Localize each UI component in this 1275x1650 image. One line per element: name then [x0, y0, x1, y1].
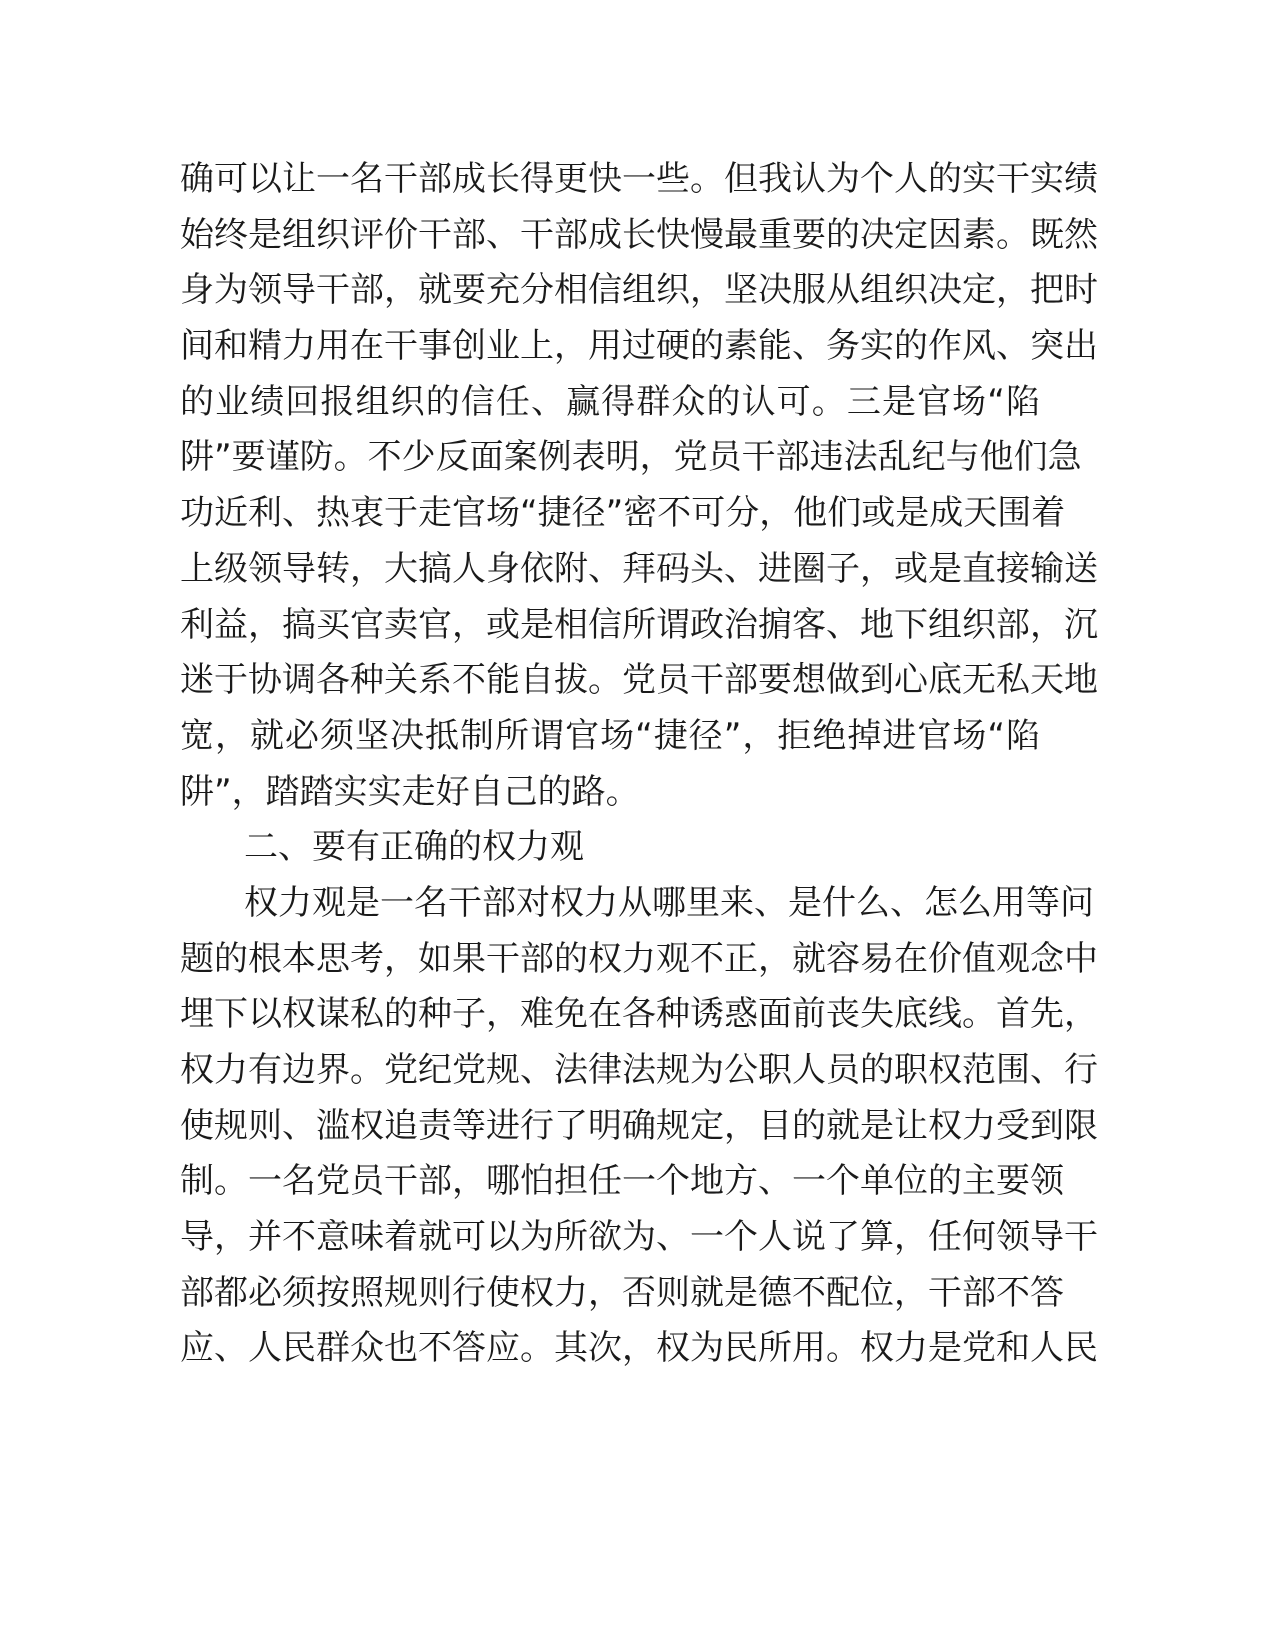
text-line: 使规则、滥权追责等进行了明确规定，目的就是让权力受到限: [180, 1105, 1098, 1146]
text-line: 部都必须按照规则行使权力，否则就是德不配位，干部不答: [180, 1272, 1064, 1313]
text-line: 始终是组织评价干部、干部成长快慢最重要的决定因素。既然: [180, 214, 1098, 255]
text-line: 上级领导转，大搞人身依附、拜码头、进圈子，或是直接输送: [180, 548, 1098, 589]
text-line: 迷于协调各种关系不能自拔。党员干部要想做到心底无私天地: [180, 660, 1098, 701]
text-line: 题的根本思考，如果干部的权力观不正，就容易在价值观念中: [180, 938, 1098, 979]
text-line: 的业绩回报组织的信任、赢得群众的认可。三是官场“陷: [180, 381, 1040, 422]
text-line: 制。一名党员干部，哪怕担任一个地方、一个单位的主要领: [180, 1161, 1064, 1202]
text-line: 权力观是一名干部对权力从哪里来、是什么、怎么用等问: [244, 882, 1094, 923]
section-heading: [180, 820, 1040, 876]
text-line: 宽，就必须坚决抵制所谓官场“捷径”，拒绝掉进官场“陷: [180, 715, 1040, 756]
paragraph-power-view: [180, 876, 1098, 1377]
paragraph-career-growth: [180, 152, 1098, 820]
text-line: 应、人民群众也不答应。其次，权为民所用。权力是党和人民: [180, 1328, 1098, 1369]
text-line: 间和精力用在干事创业上，用过硬的素能、务实的作风、突出: [180, 326, 1098, 367]
document-body: [180, 152, 1098, 1377]
text-line: 阱”要谨防。不少反面案例表明，党员干部违法乱纪与他们急: [180, 437, 1082, 478]
text-line: 权力有边界。党纪党规、法律法规为公职人员的职权范围、行: [180, 1050, 1098, 1090]
text-line: 功近利、热衷于走官场“捷径”密不可分，他们或是成天围着: [180, 493, 1066, 534]
text-line: 埋下以权谋私的种子，难免在各种诱惑面前丧失底线。首先，: [180, 994, 1098, 1035]
text-line: 确可以让一名干部成长得更快一些。但我认为个人的实干实绩: [180, 159, 1098, 199]
text-line: 阱”，踏踏实实走好自己的路。: [180, 771, 640, 812]
text-line: 身为领导干部，就要充分相信组织，坚决服从组织决定，把时: [180, 270, 1098, 311]
section-heading-text: 二、要有正确的权力观: [244, 827, 584, 868]
text-line: 利益，搞买官卖官，或是相信所谓政治掮客、地下组织部，沉: [180, 604, 1098, 645]
text-line: 导，并不意味着就可以为所欲为、一个人说了算，任何领导干: [180, 1217, 1098, 1258]
